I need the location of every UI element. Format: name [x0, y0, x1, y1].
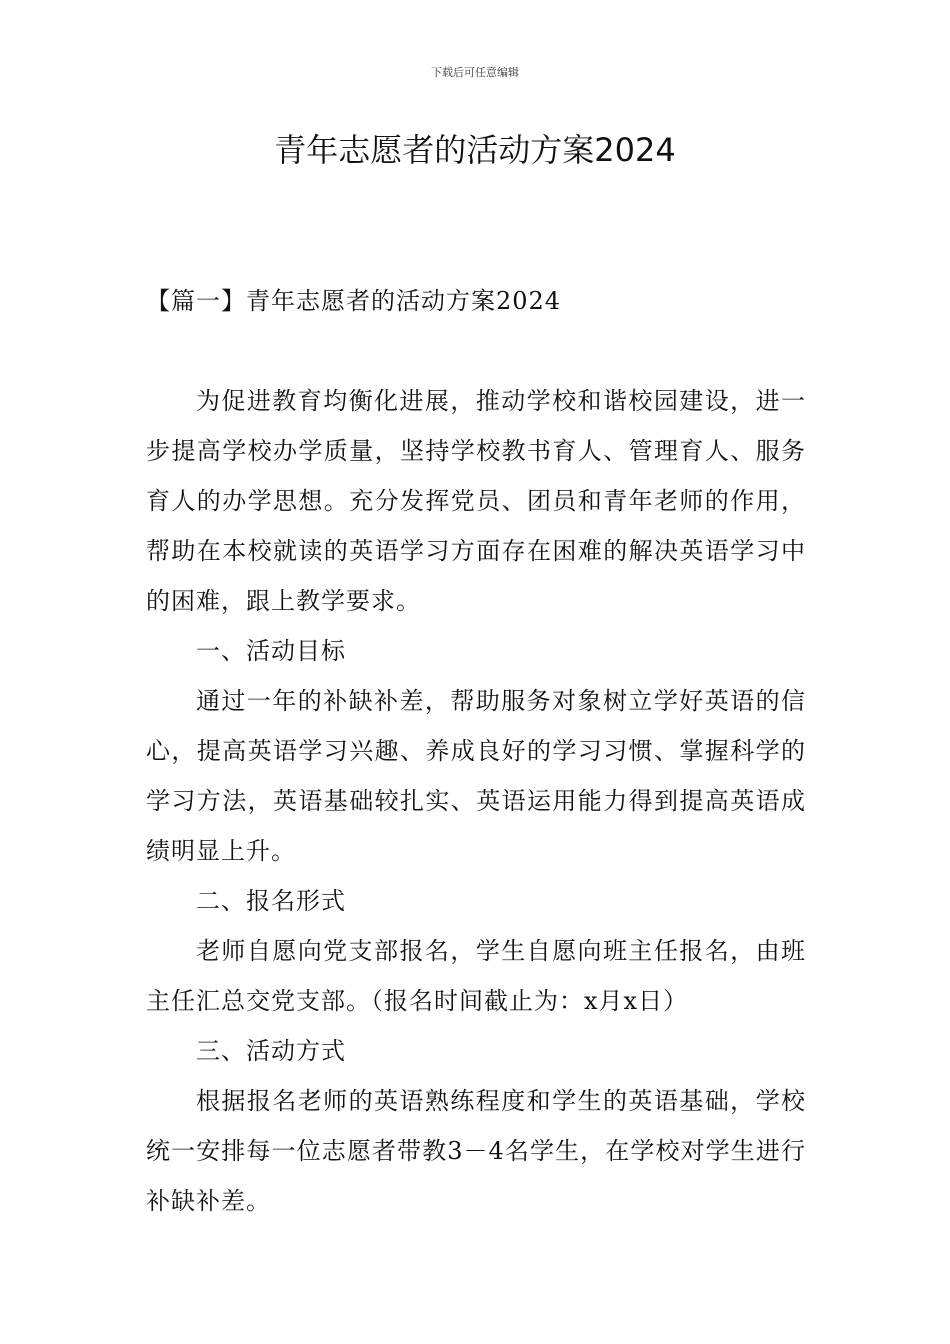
- header-note: 下载后可任意编辑: [431, 66, 519, 79]
- paragraph-activity-method: 根据报名老师的英语熟练程度和学生的英语基础，学校统一安排每一位志愿者带教3－4名学生，在学校对学生进行补缺补差。: [146, 1087, 806, 1215]
- section-heading: 【篇一】青年志愿者的活动方案2024: [146, 287, 562, 315]
- document-title: 青年志愿者的活动方案2024: [274, 131, 676, 169]
- heading-registration: 二、报名形式: [196, 887, 346, 915]
- paragraph-registration: 老师自愿向党支部报名，学生自愿向班主任报名，由班主任汇总交党支部。（报名时间截止为：x月x日）: [146, 937, 806, 1015]
- paragraph-activity-goal: 通过一年的补缺补差，帮助服务对象树立学好英语的信心，提高英语学习兴趣、养成良好的学习习惯、掌握科学的学习方法，英语基础较扎实、英语运用能力得到提高英语成绩明显上升。: [146, 687, 806, 865]
- heading-activity-method: 三、活动方式: [196, 1037, 346, 1065]
- heading-activity-goal: 一、活动目标: [196, 637, 346, 665]
- intro-paragraph: 为促进教育均衡化进展，推动学校和谐校园建设，进一步提高学校办学质量，坚持学校教书育人、管理育人、服务育人的办学思想。充分发挥党员、团员和青年老师的作用，帮助在本校就读的英语学习方面存在困难的解决英语学习中的困难，跟上教学要求。: [146, 387, 806, 615]
- document-body: [146, 276, 806, 1226]
